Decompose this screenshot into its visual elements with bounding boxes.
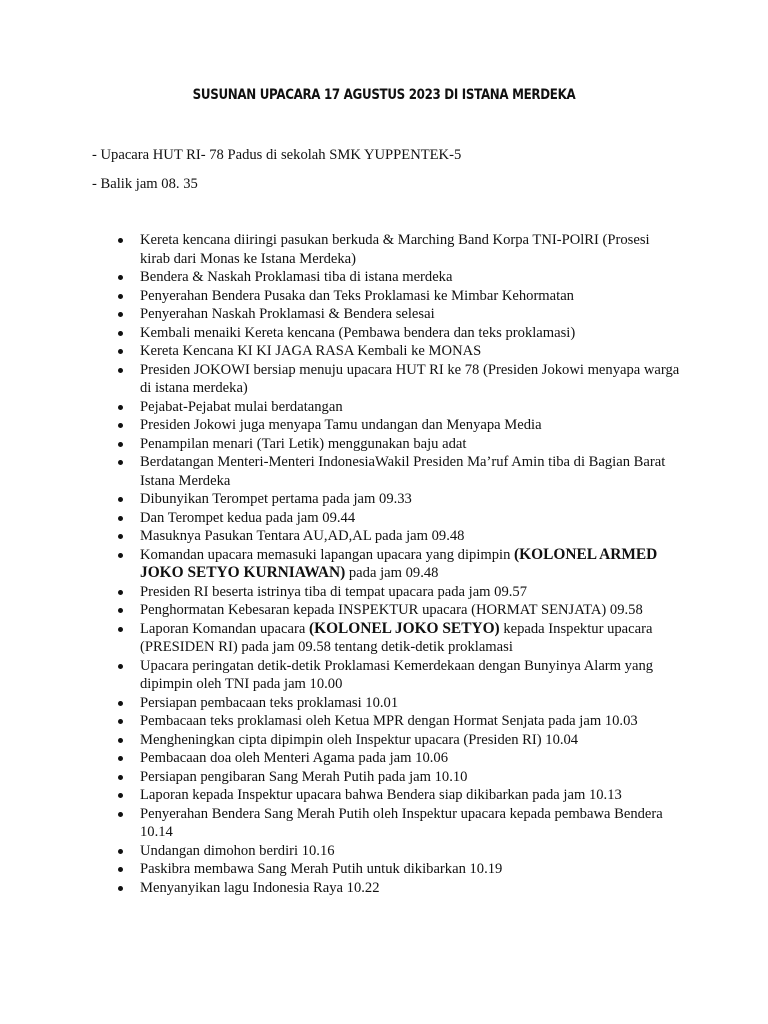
schedule-item: Berdatangan Menteri-Menteri IndonesiaWakil Presiden Ma’ruf Amin tiba di Bagian Barat Istana Merdeka	[140, 453, 680, 490]
schedule-item: Presiden Jokowi juga menyapa Tamu undangan dan Menyapa Media	[140, 416, 680, 435]
schedule-item: Dan Terompet kedua pada jam 09.44	[140, 509, 680, 528]
schedule-item-text: Komandan upacara memasuki lapangan upacara yang dipimpin	[140, 546, 515, 563]
schedule-item: Kereta Kencana KI KI JAGA RASA Kembali ke MONAS	[140, 342, 680, 361]
intro-line-event: - Upacara HUT RI- 78 Padus di sekolah SMK YUPPENTEK-5	[92, 147, 462, 163]
schedule-list	[140, 231, 680, 897]
schedule-item: Persiapan pembacaan teks proklamasi 10.01	[140, 694, 680, 713]
schedule-item: Undangan dimohon berdiri 10.16	[140, 842, 680, 861]
schedule-item: Bendera & Naskah Proklamasi tiba di istana merdeka	[140, 268, 680, 287]
schedule-item: Penyerahan Bendera Sang Merah Putih oleh Inspektur upacara kepada pembawa Bendera 10.14	[140, 805, 680, 842]
schedule-item: Laporan kepada Inspektur upacara bahwa Bendera siap dikibarkan pada jam 10.13	[140, 786, 680, 805]
schedule-item: Pembacaan doa oleh Menteri Agama pada jam 10.06	[140, 749, 680, 768]
schedule-item: Presiden JOKOWI bersiap menuju upacara HUT RI ke 78 (Presiden Jokowi menyapa warga di istana merdeka)	[140, 361, 680, 396]
document-title: SUSUNAN UPACARA 17 AGUSTUS 2023 DI ISTANA MERDEKA	[192, 87, 576, 103]
schedule-item: Penampilan menari (Tari Letik) menggunakan baju adat	[140, 435, 680, 454]
schedule-item: Mengheningkan cipta dipimpin oleh Inspektur upacara (Presiden RI) 10.04	[140, 731, 680, 750]
schedule-item: Kereta kencana diiringi pasukan berkuda & Marching Band Korpa TNI-POlRI (Prosesi kirab dari Monas ke Istana Merdeka)	[140, 231, 680, 268]
schedule-item: Paskibra membawa Sang Merah Putih untuk dikibarkan 10.19	[140, 860, 680, 879]
schedule-item: Pembacaan teks proklamasi oleh Ketua MPR dengan Hormat Senjata pada jam 10.03	[140, 712, 680, 731]
schedule-item-text: kepada Inspektur upacara (PRESIDEN RI) pada jam 09.58 tentang detik-detik proklamasi	[140, 620, 653, 655]
schedule-item: Persiapan pengibaran Sang Merah Putih pada jam 10.10	[140, 768, 680, 787]
schedule-item: Masuknya Pasukan Tentara AU,AD,AL pada jam 09.48	[140, 527, 680, 546]
schedule-item: Dibunyikan Terompet pertama pada jam 09.33	[140, 490, 680, 509]
schedule-item: Pejabat-Pejabat mulai berdatangan	[140, 398, 680, 417]
schedule-item: Penyerahan Bendera Pusaka dan Teks Proklamasi ke Mimbar Kehormatan	[140, 287, 680, 306]
schedule-item: Kembali menaiki Kereta kencana (Pembawa bendera dan teks proklamasi)	[140, 324, 680, 343]
schedule-item: Presiden RI beserta istrinya tiba di tempat upacara pada jam 09.57	[140, 583, 680, 602]
schedule-item	[140, 546, 680, 583]
intro-line-return: - Balik jam 08. 35	[92, 176, 198, 192]
schedule-item-emphasis: (KOLONEL ARMED JOKO SETYO KURNIAWAN)	[140, 545, 658, 581]
schedule-item	[140, 620, 680, 657]
schedule-item-emphasis: (KOLONEL JOKO SETYO)	[308, 619, 500, 637]
schedule-item-text: pada jam 09.48	[345, 565, 439, 581]
schedule-item: Penghormatan Kebesaran kepada INSPEKTUR upacara (HORMAT SENJATA) 09.58	[140, 601, 680, 620]
schedule-item: Upacara peringatan detik-detik Proklamasi Kemerdekaan dengan Bunyinya Alarm yang dipimpin oleh TNI pada jam 10.00	[140, 657, 680, 694]
schedule-item-text: Laporan Komandan upacara	[140, 620, 309, 637]
schedule-item: Penyerahan Naskah Proklamasi & Bendera selesai	[140, 305, 680, 324]
schedule-item: Menyanyikan lagu Indonesia Raya 10.22	[140, 879, 680, 898]
